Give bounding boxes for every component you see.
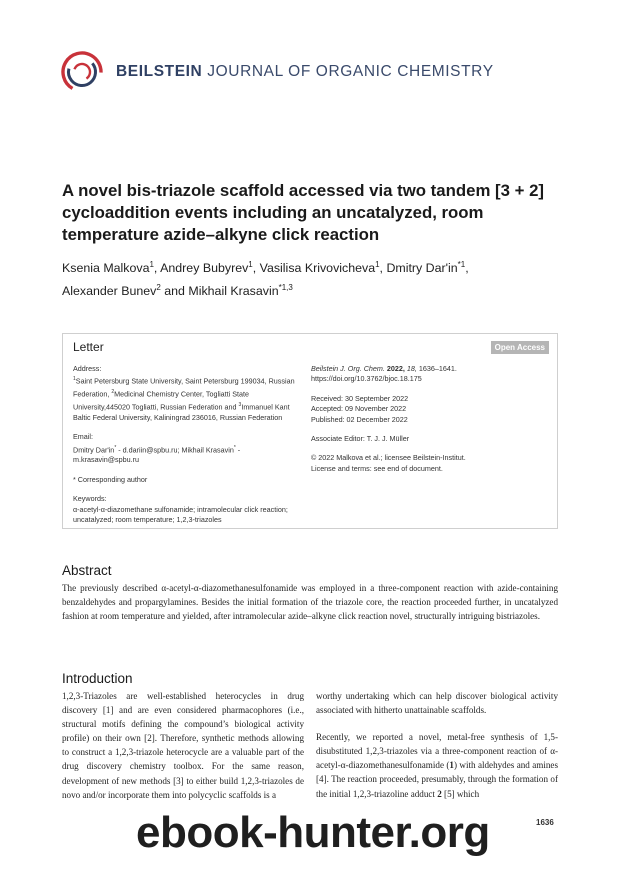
citation: Beilstein J. Org. Chem. 2022, 18, 1636–1641. https://doi.org/10.3762/bjoc.18.175	[311, 364, 457, 384]
license-block: © 2022 Malkova et al.; licensee Beilstein-Institut. License and terms: see end of document.	[311, 453, 466, 473]
journal-header	[60, 50, 560, 94]
watermark-text: ebook-hunter.org	[136, 808, 490, 857]
author-name: Vasilisa Krivovicheva	[259, 261, 376, 276]
intro-paragraph: 1,2,3-Triazoles are well-established heterocycles in drug discovery [1] and are even considered pharmacophores (i.e., structural motifs defining the compound’s biological activity profile) on their own [2]. Therefore, synthetic methods allowing to construct a 1,2,3-triazole heterocycle are a valuable part of the drug discovery chemistry toolbox. For the same reason, development of new methods [3] to either build 1,2,3-triazoles de novo and/or incorporate them into polycyclic scaffolds is a	[62, 691, 304, 800]
author-name: Alexander Bunev	[62, 284, 157, 299]
introduction-heading: Introduction	[62, 671, 133, 686]
intro-left-column	[62, 689, 304, 815]
article-type: Letter	[73, 340, 104, 354]
keywords-block: Keywords: α-acetyl-α-diazomethane sulfonamide; intramolecular click reaction; uncatalyzed; room temperature; 1,2,3-triazoles	[73, 494, 288, 525]
page-number: 1636	[536, 818, 554, 827]
intro-paragraph: Recently, we reported a novel, metal-free synthesis of 1,5-disubstituted 1,2,3-triazoles via a three-component reaction of α-acetyl-α-diazomethanesulfonamide (1) with aldehydes and amines [4]. The reaction proceeded, presumably, through the formation of the initial 1,2,3-triazoline adduct 2 [5] which	[316, 732, 558, 799]
email-link-krasavin[interactable]: - m.krasavin@spbu.ru	[73, 445, 241, 465]
info-right-column	[311, 364, 551, 483]
author-affiliation: *1	[457, 260, 466, 269]
corresponding-note: * Corresponding author	[73, 474, 148, 484]
author-list	[62, 255, 562, 301]
author-separator: ,	[153, 261, 161, 276]
doi-link[interactable]: https://doi.org/10.3762/bjoc.18.175	[311, 374, 422, 384]
author-name: Dmitry Dar'in	[386, 261, 458, 276]
dates-block: Received: 30 September 2022 Accepted: 09 November 2022 Published: 02 December 2022	[311, 393, 409, 424]
author-separator: and	[160, 284, 189, 299]
author-name: Mikhail Krasavin	[188, 284, 279, 299]
abstract-text: The previously described α-acetyl-α-diazomethanesulfonamide was employed in a three-component reaction with azide-containing benzaldehydes and propargylamines. Besides the initial formation of the triazole core, the reaction proceeded further, in uncatalyzed fashion at room temperature and yielded, after intramolecular azide–alkyne click reaction novel, structurally intriguing bistriazoles.	[62, 583, 558, 621]
beilstein-logo-icon	[60, 50, 104, 94]
associate-editor: Associate Editor: T. J. J. Müller	[311, 434, 410, 444]
author-separator: ,	[465, 261, 469, 276]
intro-right-column	[316, 689, 558, 814]
author-affiliation: 1	[149, 260, 154, 269]
email-link-darin[interactable]: - d.dariin@spbu.ru;	[116, 445, 182, 454]
author-name: Ksenia Malkova	[62, 261, 150, 276]
author-affiliation: 1	[375, 260, 380, 269]
author-separator: ,	[252, 261, 260, 276]
address-block: Address: $^1$Saint Petersburg State University, Saint Petersburg 199034, Russian Federation, $^2$Medicinal Chemistry Center, Togliatti State University,445020 Togliatti, Russian Federation and $^3$Immanuel Kant Baltic Federal University, Kaliningrad 236016, Russian Federation	[73, 364, 295, 422]
open-access-badge: Open Access	[491, 341, 549, 354]
article-info-box	[62, 333, 558, 529]
intro-paragraph: worthy undertaking which can help discover biological activity associated with hitherto unattainable scaffolds.	[316, 691, 558, 716]
article-title: A novel bis-triazole scaffold accessed via two tandem [3 + 2] cycloaddition events including an uncatalyzed, room temperature azide–alkyne click reaction	[62, 181, 544, 244]
author-name: Andrey Bubyrev	[160, 261, 249, 276]
info-left-column	[73, 364, 303, 534]
journal-name: BEILSTEIN JOURNAL OF ORGANIC CHEMISTRY	[116, 63, 494, 80]
author-affiliation: *1,3	[278, 283, 293, 293]
license-link[interactable]: License and terms: see end of document.	[311, 463, 443, 473]
author-affiliation: 2	[156, 283, 161, 293]
author-separator: ,	[379, 261, 387, 276]
author-affiliation: 1	[248, 260, 253, 269]
abstract-heading: Abstract	[62, 563, 112, 578]
email-block: Email: Dmitry Dar'in* - d.dariin@spbu.ru; Mikhail Krasavin* - m.krasavin@spbu.ru	[73, 432, 241, 465]
